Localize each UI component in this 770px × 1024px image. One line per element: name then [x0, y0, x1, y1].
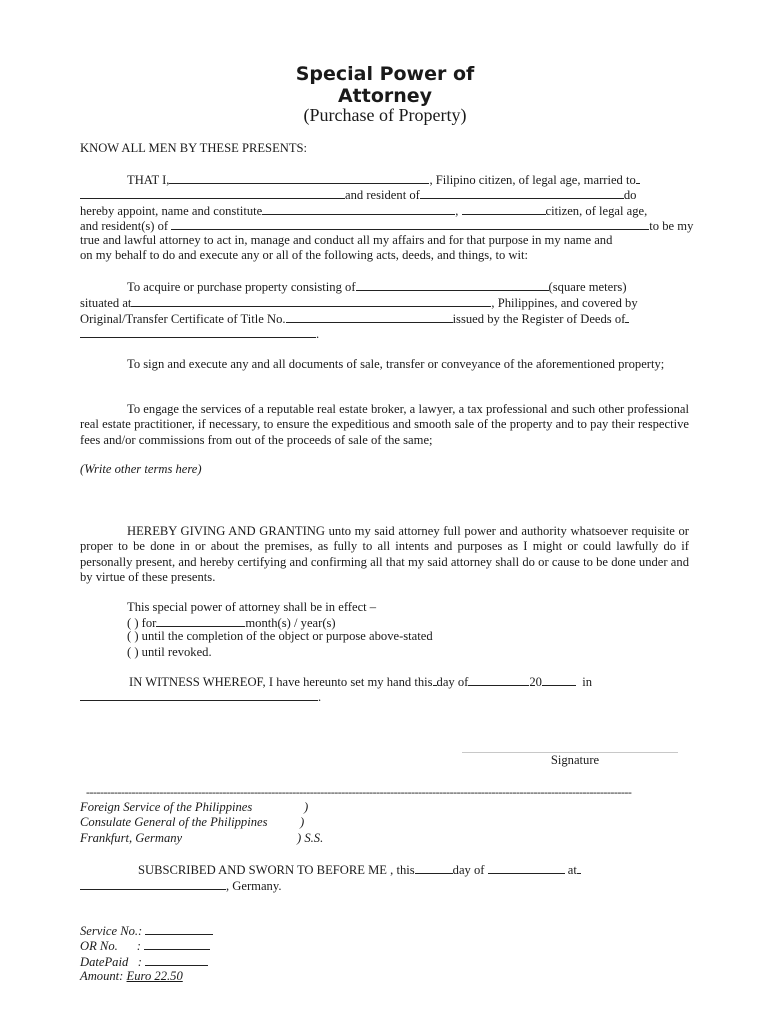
subtitle: (Purchase of Property) — [303, 105, 467, 125]
effect-option-period-label: ( ) for — [127, 616, 157, 630]
witness-in-text: in — [582, 675, 593, 689]
fee-or-colon: : — [136, 939, 141, 953]
jurat-text: SUBSCRIBED AND SWORN TO BEFORE ME , this — [138, 863, 415, 877]
witness-text: IN WITNESS WHEREOF, I have hereunto set my hand this — [129, 675, 433, 689]
p1-citizen-text: , Filipino citizen, of legal age, married to — [429, 173, 636, 187]
property-location-blank[interactable] — [131, 295, 491, 307]
fee-service-row — [80, 923, 689, 939]
p1-citizen-age-text: citizen, of legal age, — [545, 204, 648, 218]
jurat-day-blank[interactable] — [415, 862, 453, 874]
fee-amount-row — [80, 969, 689, 984]
spouse-name-blank[interactable] — [80, 187, 345, 199]
name-blank[interactable] — [169, 172, 429, 184]
witness-dayof-text: day of — [436, 675, 469, 689]
p2-situated-text: situated at — [80, 296, 132, 310]
jurat-germany-text: , Germany. — [226, 879, 282, 893]
property-area-blank[interactable] — [356, 279, 549, 291]
p3-paragraph: To sign and execute any and all documents of sale, transfer or conveyance of the aforementioned property; — [127, 357, 665, 371]
p1-line-3 — [80, 203, 689, 219]
p1-do-text: do — [623, 188, 637, 202]
fee-amount-value: Euro 22.50 — [126, 969, 183, 983]
venue-ss: ) S.S. — [297, 831, 324, 845]
fee-date-label: DatePaid — [80, 955, 129, 969]
p1-line-1 — [80, 172, 689, 188]
p2-sqm-text: (square meters) — [548, 280, 627, 294]
jurat-month-blank[interactable] — [488, 862, 565, 874]
fee-date-row — [80, 954, 689, 970]
witness-year-blank[interactable] — [542, 674, 576, 686]
p1-residents-text: and resident(s) of — [80, 219, 169, 233]
address-blank[interactable] — [420, 187, 624, 199]
p2-acquire-text: To acquire or purchase property consisting of — [127, 280, 356, 294]
p4-paragraph: To engage the services of a reputable real estate broker, a lawyer, a tax professional and such other professional real estate practitioner, if necessary, to ensure the expeditious and smooth sale of the property and to pay their respective fees and/or commissions from out of the proceeds of sale of the same; — [80, 402, 689, 447]
attorney-address-blank[interactable] — [171, 218, 649, 230]
spouse-blank[interactable] — [636, 172, 640, 184]
fee-date-colon: : — [137, 955, 142, 969]
witness-line-1 — [129, 674, 689, 690]
p1-that-i: THAT I, — [127, 173, 170, 187]
jurat-place-tail[interactable] — [577, 862, 581, 874]
p1-resident-text: and resident of — [345, 188, 420, 202]
witness-year-text: 20 — [529, 675, 542, 689]
period-blank[interactable] — [156, 615, 245, 627]
p1-appoint-text: hereby appoint, name and constitute — [80, 204, 263, 218]
p1-comma: , — [455, 204, 459, 218]
venue-line-1 — [80, 800, 689, 815]
venue-paren-1: ) — [304, 800, 309, 814]
effect-intro: This special power of attorney shall be in effect – — [127, 600, 377, 614]
register-deeds-blank[interactable] — [80, 326, 316, 338]
venue-foreign-service: Foreign Service of the Philippines — [80, 800, 253, 814]
jurat-dayof-text: day of — [452, 863, 485, 877]
p2-period: . — [316, 327, 320, 341]
date-paid-blank[interactable] — [145, 954, 208, 966]
attorney-name-blank[interactable] — [262, 203, 455, 215]
p2-line-3 — [80, 311, 689, 327]
venue-line-2 — [80, 815, 689, 830]
p1-tobemy-text: to be my — [649, 219, 694, 233]
p2-line-2 — [80, 295, 689, 311]
jurat-line-1 — [138, 862, 689, 878]
p5-paragraph: HEREBY GIVING AND GRANTING unto my said attorney full power and authority whatsoever requisite or proper to be done in or about the premises, as fully to all intents and purposes as I might or could lawfully do if personally present, and hereby certifying and confirming all that my said attorney shall do or cause to be done under and by virtue of these presents. — [80, 524, 689, 585]
fee-service-label: Service No.: — [80, 924, 143, 938]
witness-line-2 — [80, 689, 689, 705]
effect-option-completion[interactable]: ( ) until the completion of the object or purpose above-stated — [127, 629, 433, 643]
p1-line-5: true and lawful attorney to act in, manage and conduct all my affairs and for that purpose in my name and — [80, 233, 613, 247]
p1-line-2 — [80, 187, 689, 203]
venue-city: Frankfurt, Germany — [80, 831, 183, 845]
witness-place-blank[interactable] — [80, 689, 318, 701]
jurat-place-blank[interactable] — [80, 878, 226, 890]
other-terms-note: (Write other terms here) — [80, 462, 202, 476]
intro-line: KNOW ALL MEN BY THESE PRESENTS: — [80, 141, 308, 155]
p1-line-6: on my behalf to do and execute any or all of the following acts, deeds, and things, to wit: — [80, 248, 529, 262]
title-line-1: Special Power of — [295, 63, 475, 85]
p2-line-4 — [80, 326, 689, 342]
p2-register-text: issued by the Register of Deeds of — [452, 312, 626, 326]
fee-or-row — [80, 938, 689, 954]
witness-period: . — [318, 690, 322, 704]
dashed-separator: ------------------------------------------------------------------------------------------------------------------------------------------------------------ — [86, 786, 632, 798]
p2-certificate-text: Original/Transfer Certificate of Title No. — [80, 312, 286, 326]
effect-option-revoked[interactable]: ( ) until revoked. — [127, 645, 212, 659]
register-blank-tail[interactable] — [625, 311, 629, 323]
p2-philippines-text: , Philippines, and covered by — [491, 296, 638, 310]
fee-amount-label: Amount: — [80, 969, 124, 983]
witness-month-blank[interactable] — [468, 674, 529, 686]
p1-line-4 — [80, 218, 694, 234]
jurat-line-2 — [80, 878, 689, 894]
service-number-blank[interactable] — [145, 923, 213, 935]
fee-or-label: OR No. — [80, 939, 118, 953]
or-number-blank[interactable] — [144, 938, 210, 950]
attorney-citizenship-blank[interactable] — [462, 203, 546, 215]
title-number-blank[interactable] — [286, 311, 453, 323]
jurat-at-text: at — [567, 863, 577, 877]
venue-consulate: Consulate General of the Philippines — [80, 815, 268, 829]
title-line-2: Attorney — [337, 85, 433, 107]
signature-label: Signature — [550, 753, 600, 767]
p2-line-1 — [80, 279, 689, 295]
venue-line-3 — [80, 831, 689, 846]
effect-period-unit: month(s) / year(s) — [245, 616, 336, 630]
venue-paren-2: ) — [300, 815, 305, 829]
